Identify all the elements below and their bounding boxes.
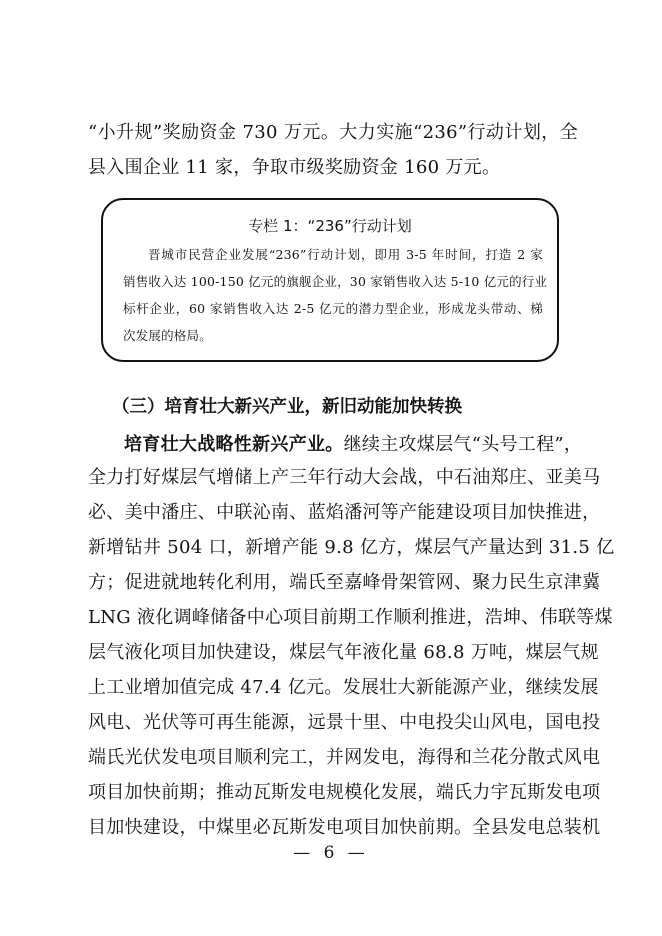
paragraph-line: 项目加快前期；推动瓦斯发电规模化发展，端氏力宇瓦斯发电项 bbox=[88, 782, 601, 803]
paragraph-line: 新增钻井 504 口，新增产能 9.8 亿方，煤层气产量达到 31.5 亿 bbox=[88, 537, 615, 558]
intro-line: 县入围企业 11 家，争取市级奖励资金 160 万元。 bbox=[88, 157, 501, 178]
section-heading: （三）培育壮大新兴产业，新旧动能加快转换 bbox=[112, 397, 462, 417]
column-line: 晋城市民营企业发展“236”行动计划，即用 3-5 年时间，打造 2 家 bbox=[148, 247, 543, 262]
paragraph-first-line bbox=[124, 430, 583, 456]
paragraph-line: LNG 液化调峰储备中心项目前期工作顺利推进，浩坤、伟联等煤 bbox=[88, 607, 613, 628]
column-line: 次发展的格局。 bbox=[123, 328, 212, 343]
column-line: 销售收入达 100-150 亿元的旗舰企业，30 家销售收入达 5-10 亿元的行业 bbox=[123, 274, 548, 289]
first-line-rest: 继续主攻煤层气“头号工程”， bbox=[343, 434, 583, 455]
intro-line: “小升规”奖励资金 730 万元。大力实施“236”行动计划，全 bbox=[88, 122, 578, 143]
paragraph-line: 端氏光伏发电项目顺利完工，并网发电，海得和兰花分散式风电 bbox=[88, 747, 601, 768]
paragraph-line: 风电、光伏等可再生能源，远景十里、中电投尖山风电，国电投 bbox=[88, 712, 601, 733]
paragraph-line: 必、美中潘庄、中联沁南、蓝焰潘河等产能建设项目加快推进， bbox=[88, 502, 601, 523]
paragraph-line: 上工业增加值完成 47.4 亿元。发展壮大新能源产业，继续发展 bbox=[88, 677, 599, 698]
column-line: 标杆企业，60 家销售收入达 2-5 亿元的潜力型企业，形成龙头带动、梯 bbox=[123, 301, 543, 316]
paragraph-line: 层气液化项目加快建设，煤层气年液化量 68.8 万吨，煤层气规 bbox=[88, 642, 599, 663]
paragraph-line: 目加快建设，中煤里必瓦斯发电项目加快前期。全县发电总装机 bbox=[88, 817, 601, 838]
paragraph-line: 全力打好煤层气增储上产三年行动大会战，中石油郑庄、亚美马 bbox=[88, 467, 601, 488]
column-title: 专栏 1：“236”行动计划 bbox=[248, 217, 412, 235]
column-box bbox=[101, 198, 559, 362]
lead-phrase: 培育壮大战略性新兴产业。 bbox=[124, 434, 344, 455]
paragraph-line: 方；促进就地转化利用，端氏至嘉峰骨架管网、聚力民生京津冀 bbox=[88, 572, 601, 593]
page-number: — 6 — bbox=[293, 843, 369, 863]
